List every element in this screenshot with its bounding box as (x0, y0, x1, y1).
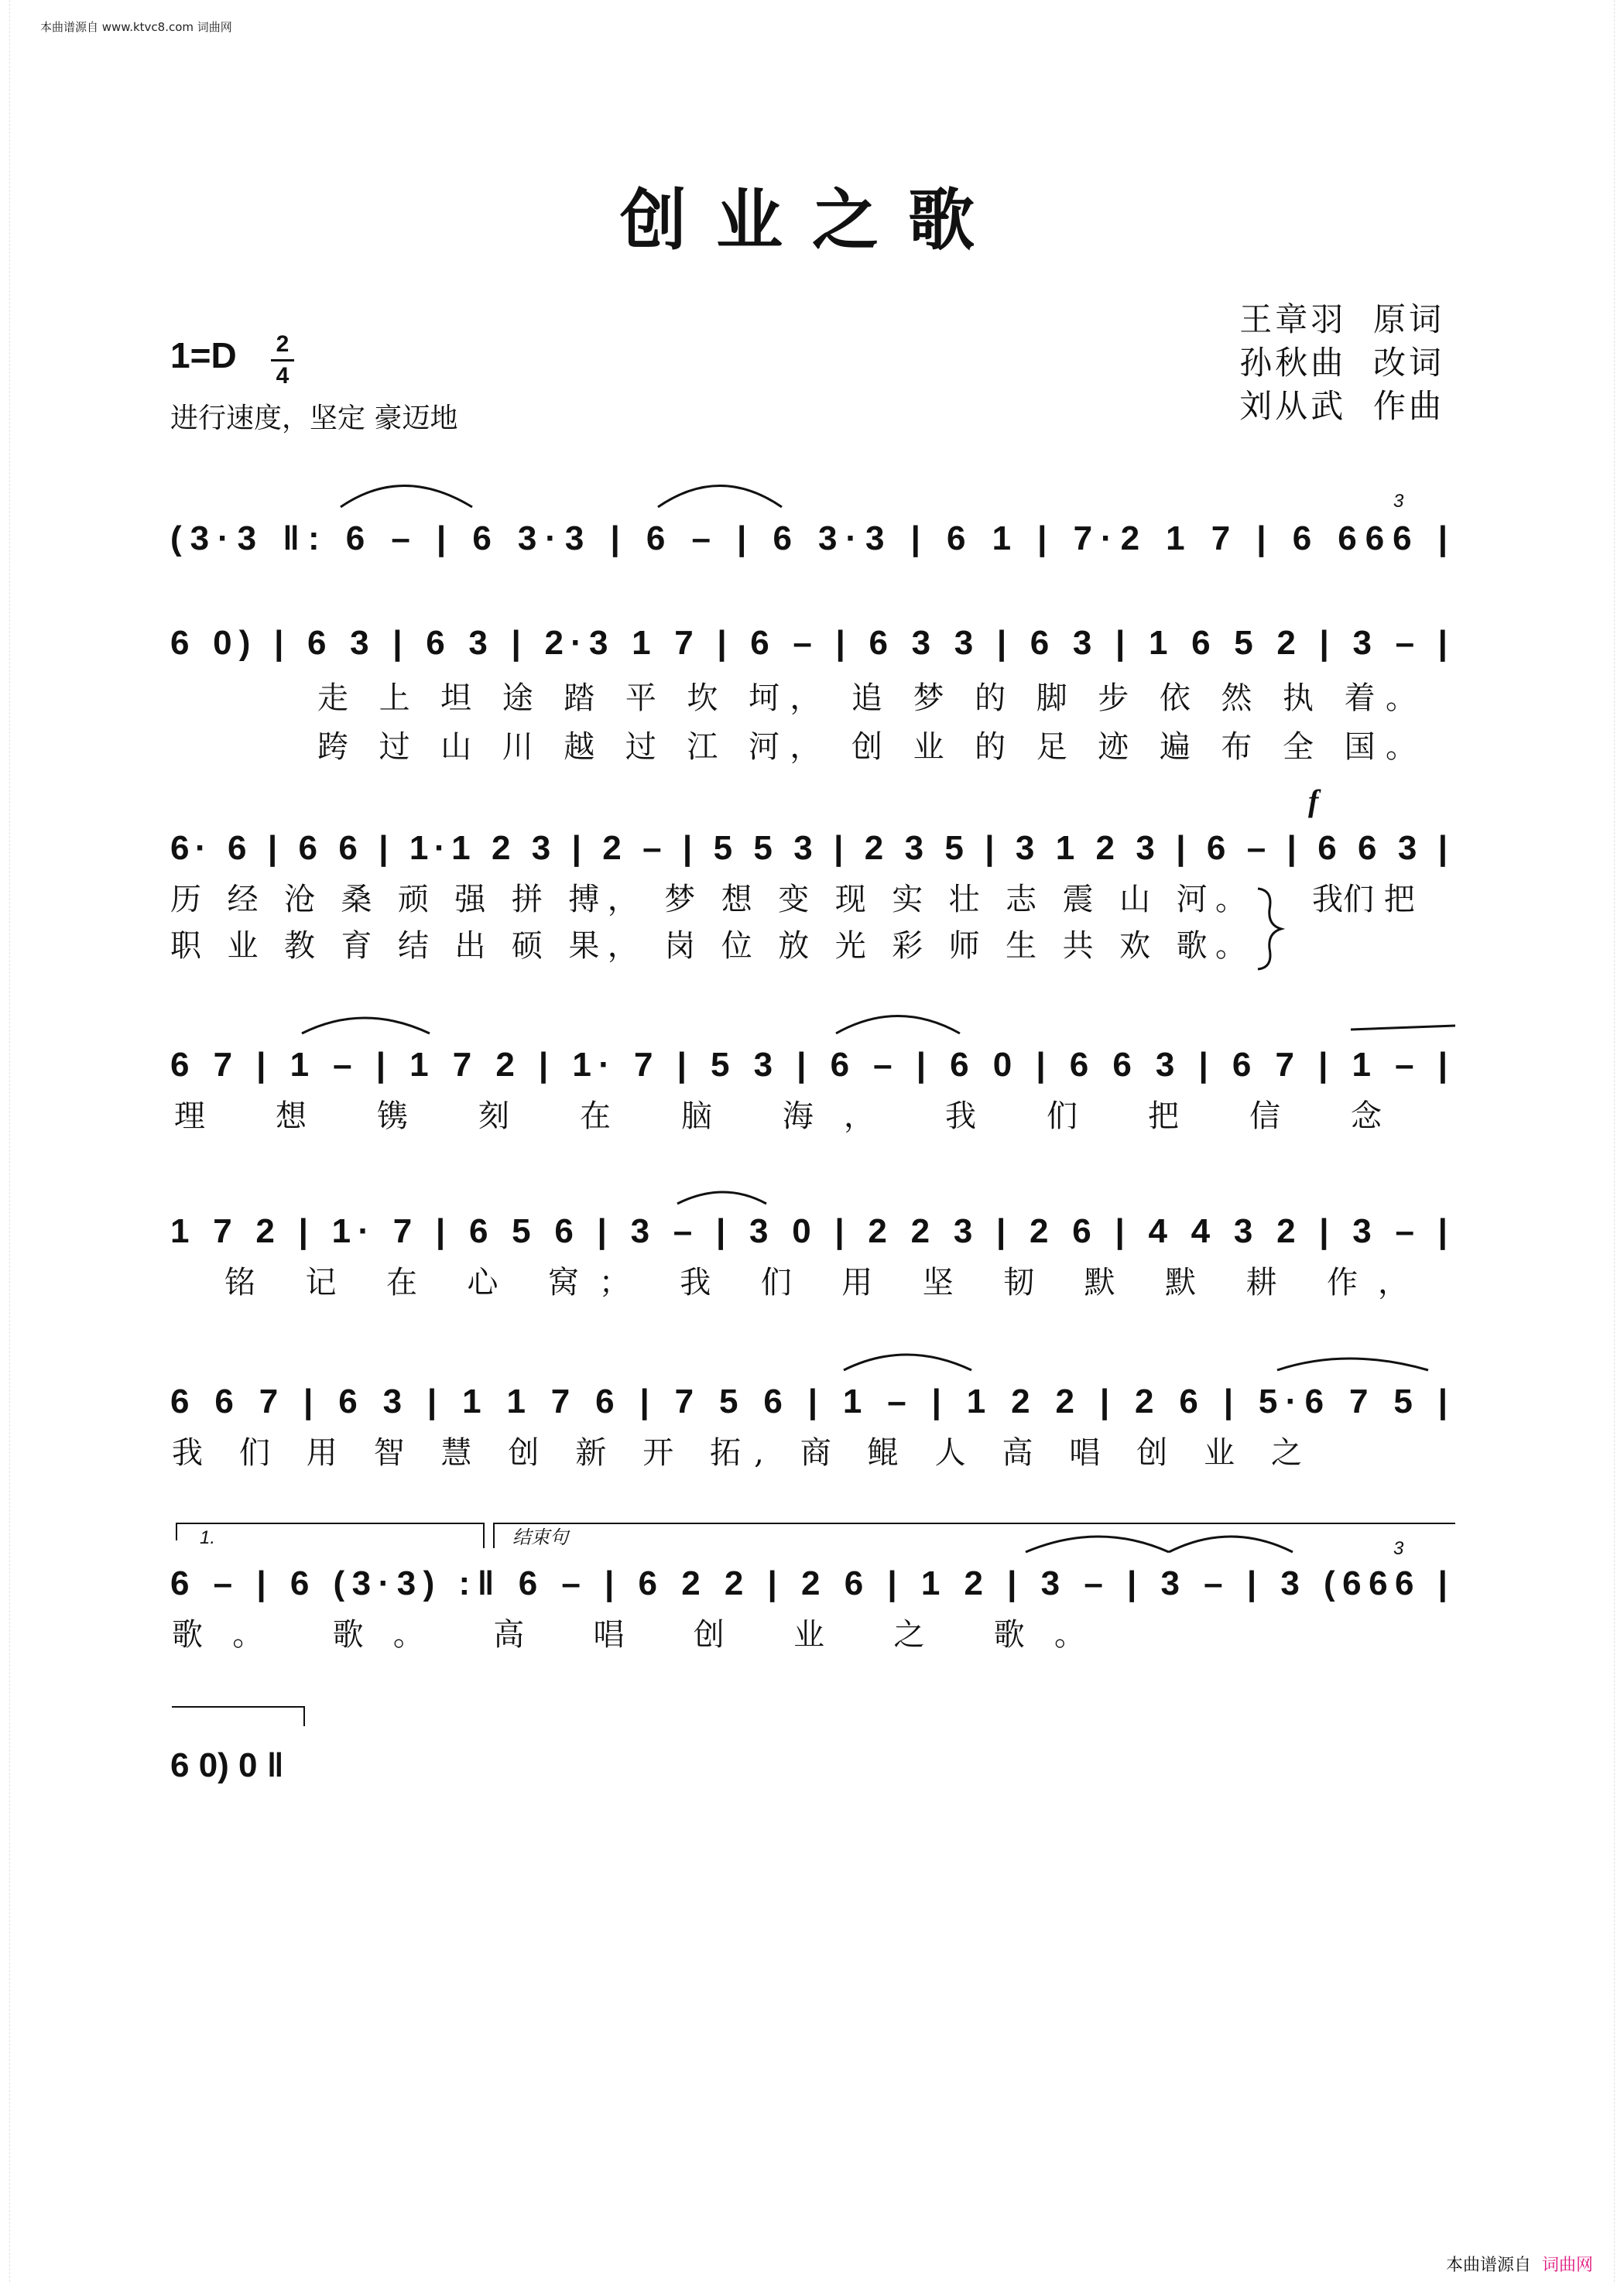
system-3-lyrics-verse-1: 历 经 沧 桑 顽 强 拼 搏， 梦 想 变 现 实 壮 志 震 山 河。 (170, 882, 1246, 917)
system-2-lyrics-verse-2: 跨 过 山 川 越 过 江 河， 创 业 的 足 迹 遍 布 全 国。 (317, 729, 1417, 765)
system-8-notes: 6 0) 0 ‖ (170, 1746, 284, 1784)
system-2-lyrics-verse-1: 走 上 坦 途 踏 平 坎 坷， 追 梦 的 脚 步 依 然 执 着。 (317, 680, 1417, 716)
key-signature: 1=D (170, 335, 237, 375)
final-bracket (172, 1707, 304, 1726)
triplet-mark-1: 3 (1393, 491, 1404, 512)
system-1-notes: (3·3 ‖: 6 – | 6 3·3 | 6 – | 6 3·3 | 6 1 | 7·2 1 7 | 6 666 | (170, 519, 1448, 557)
system-6-lyrics: 我 们 用 智 慧 创 新 开 拓, 商 鲲 人 高 唱 创 业 之 (172, 1435, 1303, 1471)
system-7-notes: 6 – | 6 (3·3) :‖ 6 – | 6 2 2 | 2 6 | 1 2 | 3 – | 3 – | 3 (666 | (170, 1564, 1448, 1602)
volta-1-label: 1. (200, 1527, 216, 1548)
credit-lyricist-revised: 孙秋曲 改词 (1239, 344, 1444, 382)
tie-6 (677, 1192, 766, 1204)
ending-bracket (494, 1523, 1455, 1548)
tie-8 (1277, 1359, 1428, 1370)
tempo-marking: 进行速度，坚定 豪迈地 (170, 403, 458, 434)
tie-10 (1169, 1537, 1293, 1552)
tie-5 (1351, 1026, 1455, 1030)
tie-4 (836, 1016, 960, 1034)
credit-composer: 刘从武 作曲 (1239, 387, 1444, 425)
score-system-6 (170, 1355, 1448, 1471)
score-system-1 (170, 486, 1448, 559)
footer-text: 本曲谱源自 (1445, 2256, 1531, 2275)
site-footer (1446, 2252, 1593, 2276)
system-3-lyrics-verse-2: 职 业 教 育 结 出 硕 果， 岗 位 放 光 彩 师 生 共 欢 歌。 (170, 928, 1246, 964)
song-title: 创业之歌 (620, 181, 1004, 259)
ending-label: 结束句 (512, 1527, 568, 1548)
score-system-3 (170, 783, 1448, 969)
dynamic-forte: f (1308, 783, 1319, 818)
system-4-lyrics: 理 想 镌 刻 在 脑 海， 我 们 把 信 念 (174, 1098, 1382, 1134)
system-6-notes: 6 6 7 | 6 3 | 1 1 7 6 | 7 5 6 | 1 – | 1 2 2 | 2 6 | 5·6 7 5 | (170, 1383, 1448, 1420)
system-5-notes: 1 7 2 | 1· 7 | 6 5 6 | 3 – | 3 0 | 2 2 3 | 2 6 | 4 4 3 2 | 3 – | (170, 1212, 1448, 1250)
verse-brace (1258, 889, 1281, 969)
system-3-aside-lyric: 我们 把 (1312, 882, 1415, 917)
tie-1 (341, 486, 472, 508)
score-system-4 (170, 1016, 1455, 1135)
system-3-notes: 6· 6 | 6 6 | 1·1 2 3 | 2 – | 5 5 3 | 2 3 5 | 3 1 2 3 | 6 – | 6 6 3 | (170, 829, 1448, 867)
tie-9 (1026, 1537, 1169, 1552)
system-4-notes: 6 7 | 1 – | 1 7 2 | 1· 7 | 5 3 | 6 – | 6 0 | 6 6 3 | 6 7 | 1 – | (170, 1046, 1448, 1084)
score-system-5 (170, 1192, 1448, 1300)
score-system-7 (170, 1523, 1455, 1653)
credit-lyricist-original: 王章羽 原词 (1239, 300, 1444, 338)
tie-7 (844, 1355, 971, 1370)
system-2-notes: 6 0) | 6 3 | 6 3 | 2·3 1 7 | 6 – | 6 3 3 | 6 3 | 1 6 5 2 | 3 – | (170, 624, 1448, 662)
system-5-lyrics: 铭 记 在 心 窝； 我 们 用 坚 韧 默 默 耕 作， (224, 1265, 1409, 1300)
system-7-lyrics: 歌。 歌。 高 唱 创 业 之 歌。 (172, 1617, 1085, 1653)
tie-2 (658, 486, 782, 508)
tie-3 (302, 1018, 430, 1033)
score-system-2 (170, 624, 1448, 765)
triplet-mark-2: 3 (1393, 1538, 1404, 1559)
score-system-8 (170, 1707, 304, 1784)
time-signature-top: 2 (276, 331, 290, 357)
volta-bracket-1 (176, 1523, 484, 1548)
time-signature-bottom: 4 (276, 363, 290, 389)
site-header: 本曲谱源自 www.ktvc8.com 词曲网 (40, 20, 232, 34)
footer-brand: 词曲网 (1541, 2256, 1593, 2275)
